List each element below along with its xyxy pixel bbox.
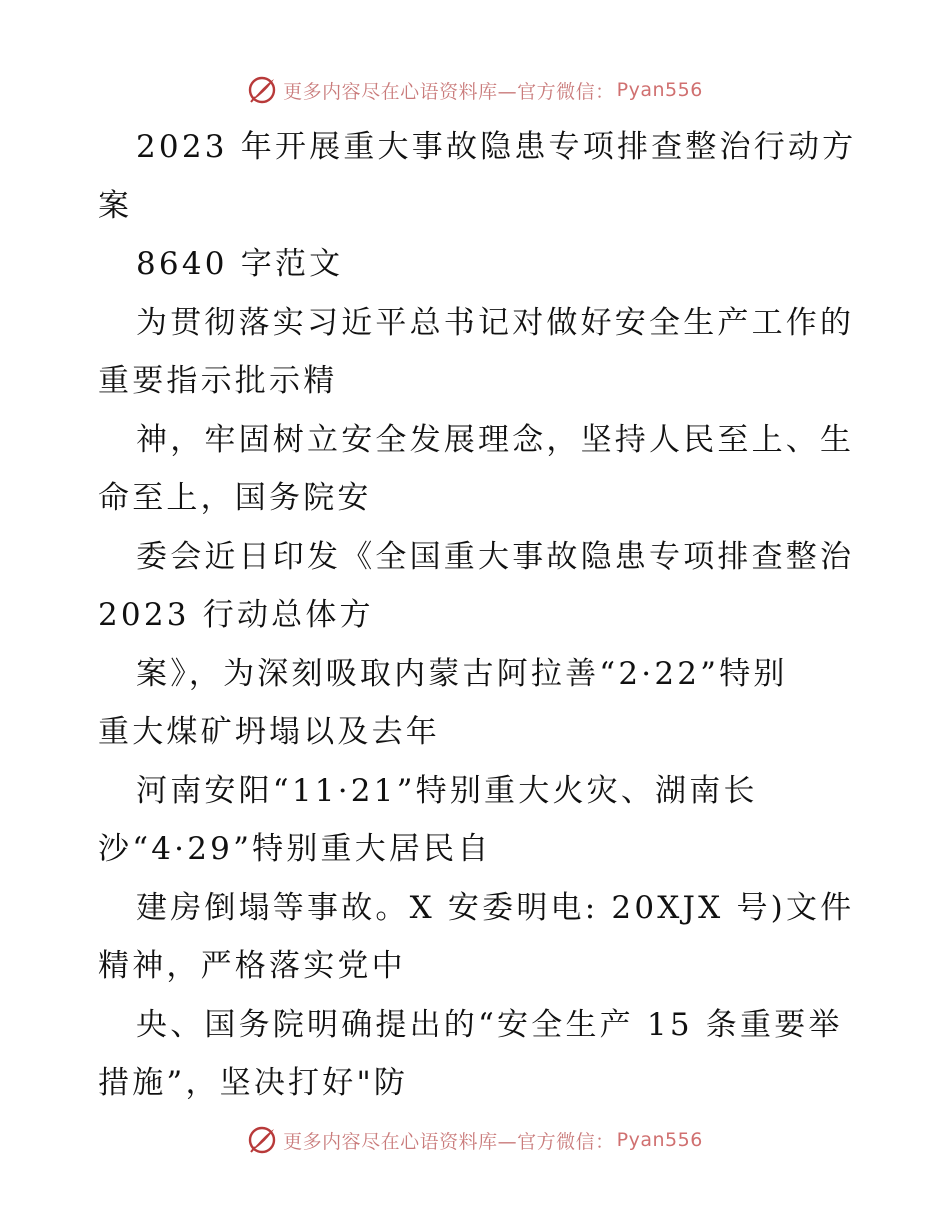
text-line: 为贯彻落实习近平总书记对做好安全生产工作的 <box>136 304 855 341</box>
quill-logo-icon <box>247 75 277 105</box>
document-body <box>98 118 858 1113</box>
text-line: 案 <box>98 187 133 224</box>
watermark-header <box>0 70 950 110</box>
text-line: 委会近日印发《全国重大事故隐患专项排查整治 <box>136 538 855 575</box>
text-line: 神，牢固树立安全发展理念，坚持人民至上、生 <box>136 421 855 458</box>
text-line: 沙“4·29”特别重大居民自 <box>98 831 492 867</box>
text-line: 精神，严格落实党中 <box>98 948 406 984</box>
watermark-text: 更多内容尽在心语资料库—官方微信： <box>283 80 615 103</box>
text-line: 重要指示批示精 <box>98 363 338 399</box>
text-line: 建房倒塌等事故。X 安委明电: 20XJX 号)文件 <box>136 889 855 926</box>
text-line: 措施”，坚决打好"防 <box>98 1065 409 1101</box>
text-line: 2023 年开展重大事故隐患专项排查整治行动方 <box>136 129 857 165</box>
text-line: 2023 行动总体方 <box>98 597 374 633</box>
watermark-wechat-id: Pyan556 <box>616 1129 703 1151</box>
text-line: 命至上，国务院安 <box>98 480 372 516</box>
watermark-footer <box>0 1120 950 1160</box>
text-line: 8640 字范文 <box>136 246 344 282</box>
quill-logo-icon <box>247 1125 277 1155</box>
watermark-wechat-id: Pyan556 <box>616 79 703 101</box>
text-line: 重大煤矿坍塌以及去年 <box>98 714 440 750</box>
watermark-text: 更多内容尽在心语资料库—官方微信： <box>283 1130 615 1153</box>
text-line: 河南安阳“11·21”特别重大火灾、湖南长 <box>136 772 758 809</box>
text-line: 案》，为深刻吸取内蒙古阿拉善“2·22”特别 <box>136 655 788 692</box>
text-line: 央、国务院明确提出的“安全生产 15 条重要举 <box>136 1006 843 1043</box>
